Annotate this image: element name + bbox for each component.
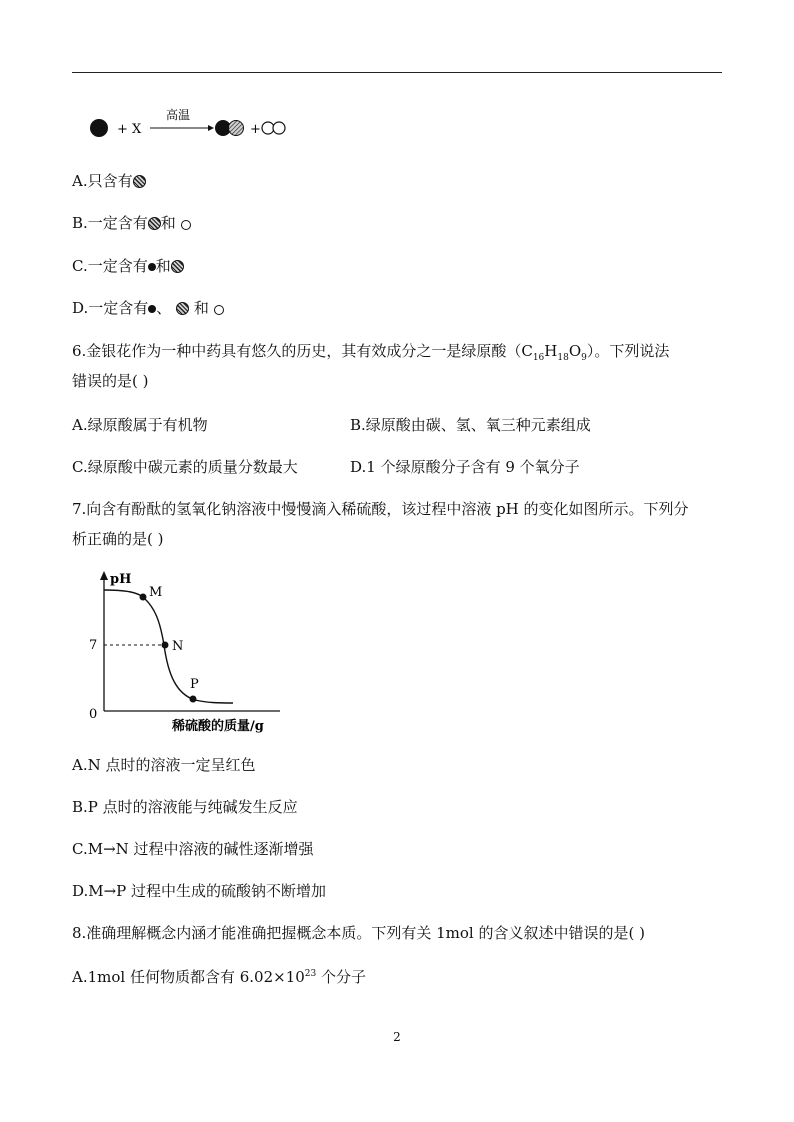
point-n [162, 642, 169, 649]
y-tick-7: 7 [89, 638, 98, 653]
ph-chart-svg [80, 566, 290, 738]
q5-option-b: B.一定含有 和 [72, 212, 191, 234]
y-axis-arrow-icon [100, 571, 108, 580]
page-number: 2 [393, 1030, 401, 1044]
q7-stem-line2: 析正确的是( ) [72, 530, 164, 548]
q7-option-c: C.M→N 过程中溶液的碱性逐渐增强 [72, 840, 314, 858]
ph-curve [104, 590, 233, 703]
q6-option-d: D.1 个绿原酸分子含有 9 个氧分子 [350, 458, 580, 476]
hatched-atom-icon [176, 302, 189, 315]
hatched-atom-icon [133, 175, 146, 188]
q8-option-a: A.1mol 任何物质都含有 $6.02\times 10^{23}$ 个分子 [72, 968, 367, 986]
point-p [190, 696, 197, 703]
q7-option-a: A.N 点时的溶液一定呈红色 [72, 756, 256, 774]
reactant-x-label: + X [117, 122, 142, 137]
hatched-atom-icon [148, 217, 161, 230]
reaction-diagram [88, 108, 308, 144]
molecule-hatched-atom-icon [229, 121, 244, 136]
q6-stem: 6.金银花作为一种中药具有悠久的历史，其有效成分之一是绿原酸$(C_{16}H_{18}O_9)$。下列说法 [72, 342, 670, 363]
hatched-atom-icon [171, 260, 184, 273]
ph-chart [80, 566, 290, 738]
q6-option-c: C.绿原酸中碳元素的质量分数最大 [72, 458, 298, 476]
q5-option-c: C.一定含有 和 [72, 255, 184, 277]
q6-options-row1 [72, 414, 591, 436]
q5-option-a: A.只含有 [72, 170, 146, 192]
open-atom-icon [214, 305, 224, 315]
q6-options-row2 [72, 456, 580, 478]
q7-option-b: B.P 点时的溶液能与纯碱发生反应 [72, 798, 298, 816]
atom-black-icon [90, 119, 108, 137]
q6-option-a: A.绿原酸属于有机物 [72, 416, 208, 434]
formula-c: C [521, 342, 533, 360]
black-atom-icon [148, 263, 156, 271]
open-atom-icon-1 [262, 122, 274, 134]
open-atom-icon [181, 220, 191, 230]
q7-stem: 7.向含有酚酞的氢氧化钠溶液中慢慢滴入稀硫酸，该过程中溶液 pH 的变化如图所示。下列分 [72, 500, 689, 518]
reaction-equation [88, 108, 308, 144]
arrow-head-icon [208, 125, 214, 131]
header-rule [72, 72, 722, 73]
q6-stem-line2: 错误的是( ) [72, 372, 149, 390]
plus-sign: + [250, 122, 261, 137]
q6-option-b: B.绿原酸由碳、氢、氧三种元素组成 [350, 416, 591, 434]
point-m [140, 594, 147, 601]
q8-stem: 8.准确理解概念内涵才能准确把握概念本质。下列有关 1mol 的含义叙述中错误的是( ) [72, 924, 645, 942]
y-axis-label: pH [110, 572, 132, 587]
point-p-label: P [190, 677, 199, 692]
point-n-label: N [172, 639, 184, 654]
origin-label: 0 [89, 707, 98, 722]
x-axis-label: 稀硫酸的质量/g [172, 719, 264, 734]
q7-option-d: D.M→P 过程中生成的硫酸钠不断增加 [72, 882, 327, 900]
point-m-label: M [149, 585, 163, 600]
open-atom-icon-2 [273, 122, 285, 134]
condition-label: 高温 [166, 108, 191, 122]
q5-option-d: D.一定含有 、 和 [72, 297, 224, 319]
